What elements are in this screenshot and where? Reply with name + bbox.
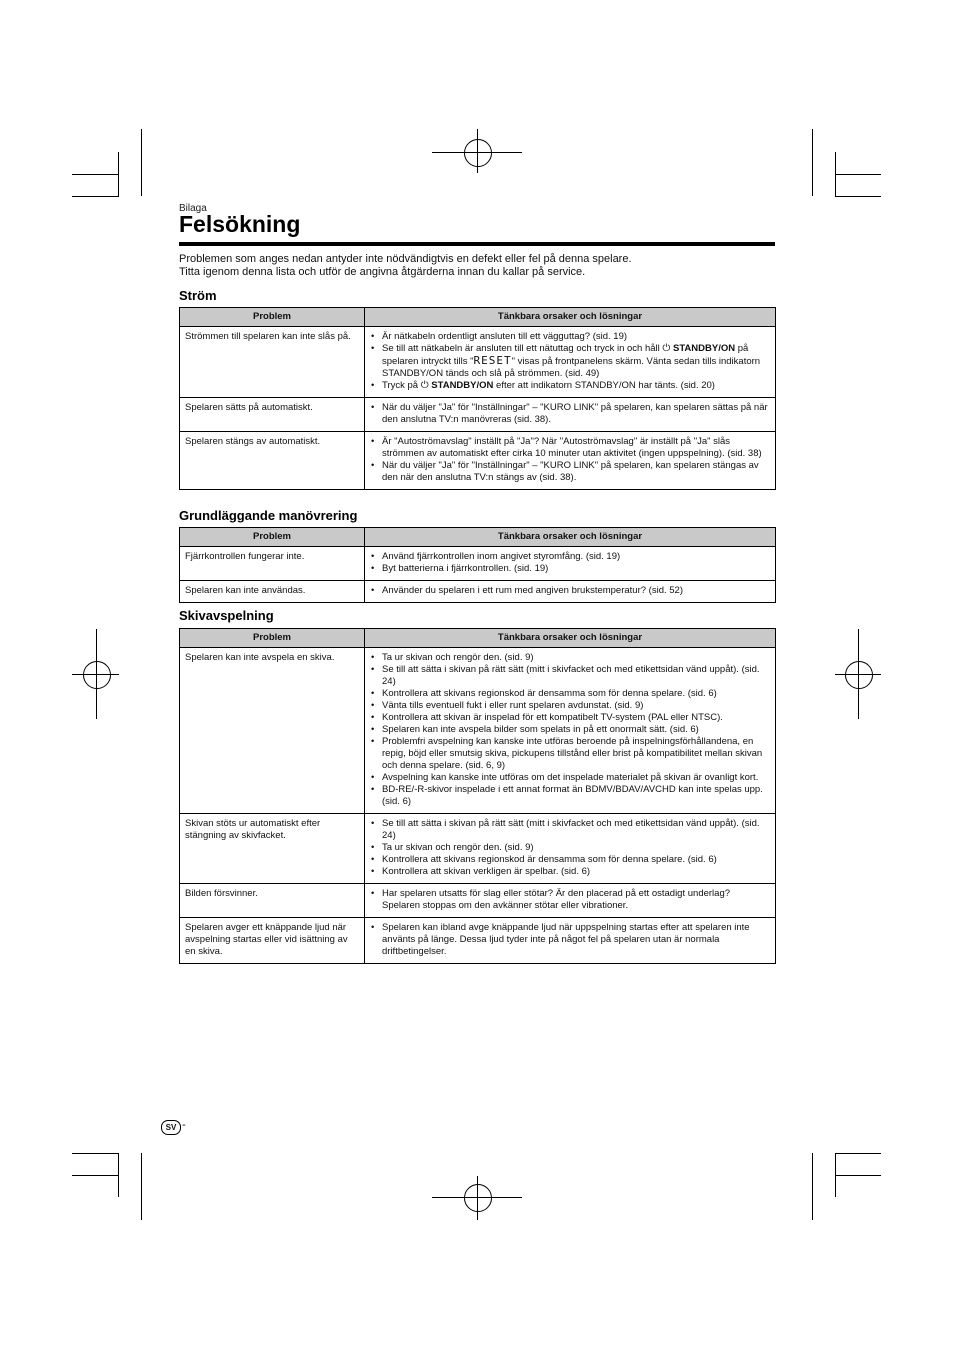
list-item: • Spelaren kan ibland avge knäppande ljud när uppspelning startas efter att spelaren inte använts på länge. Dessa ljud tyder inte på något fel på spelaren utan är normala driftbetingelser. — [370, 922, 770, 958]
list-item: • Använd fjärrkontrollen inom angivet styromfång. (sid. 19) — [370, 551, 770, 563]
table-strom — [179, 307, 776, 490]
column-header-problem: Problem — [180, 528, 365, 547]
bullet-text: " visas på frontpanelens skärm. Vänta sedan tills indikatorn STANDBY/ON tänds och slå på strömmen. (sid. 49) — [382, 356, 761, 379]
list-item: • Kontrollera att skivans regionskod är densamma som för denna spelare. (sid. 6) — [370, 854, 770, 866]
column-header-problem: Problem — [180, 629, 365, 648]
list-item: • Spelaren kan inte avspela bilder som spelats in på ett onormalt sätt. (sid. 6) — [370, 724, 770, 736]
section-heading-grund: Grundläggande manövrering — [179, 508, 358, 523]
standby-key-label: STANDBY/ON — [431, 380, 494, 391]
list-item: • Se till att sätta i skivan på rätt sätt (mitt i skivfacket och med etikettsidan vänd uppåt). (sid. 24) — [370, 818, 770, 842]
solution-cell — [365, 918, 776, 964]
list-item — [370, 380, 770, 392]
list-item: • Är "Autoströmavslag" inställt på "Ja"? När "Autoströmavslag" är inställt på "Ja" slås strömmen av automatiskt efter cirka 10 minuter utan aktivitet (ingen uppspelning). (sid. 38) — [370, 436, 770, 460]
table-row — [180, 398, 776, 432]
list-item: • Ta ur skivan och rengör den. (sid. 9) — [370, 652, 770, 664]
list-item: • BD-RE/-R-skivor inspelade i ett annat format än BDMV/BDAV/AVCHD kan inte spelas upp. (sid. 6) — [370, 784, 770, 808]
page-title: Felsökning — [179, 211, 301, 237]
power-icon: ⏻ — [662, 343, 671, 354]
table-row — [180, 327, 776, 398]
table-row — [180, 432, 776, 490]
bullet-text: efter att indikatorn STANDBY/ON har tänts. (sid. 20) — [493, 380, 715, 391]
solution-cell — [365, 432, 776, 490]
problem-cell: Spelaren sätts på automatiskt. — [180, 398, 365, 432]
solution-cell — [365, 547, 776, 581]
list-item: • Kontrollera att skivans regionskod är densamma som för denna spelare. (sid. 6) — [370, 688, 770, 700]
table-row — [180, 547, 776, 581]
solution-cell — [365, 814, 776, 884]
list-item: • Problemfri avspelning kan kanske inte utföras beroende på inspelningsförhållandena, en repig, böjd eller smutsig skiva, pickupens tillstånd eller brist på kompatibilitet mellan skivan och denna spelare. (sid. 6, 9) — [370, 736, 770, 772]
problem-cell: Skivan stöts ur automatiskt efter stängning av skivfacket. — [180, 814, 365, 884]
problem-cell: Fjärrkontrollen fungerar inte. — [180, 547, 365, 581]
table-row — [180, 918, 776, 964]
column-header-solutions: Tänkbara orsaker och lösningar — [365, 629, 776, 648]
solution-cell — [365, 327, 776, 398]
table-skiva — [179, 628, 776, 964]
problem-cell: Spelaren kan inte avspela en skiva. — [180, 648, 365, 814]
bullet-text: Se till att nätkabeln är ansluten till ett nätuttag och tryck in och håll — [382, 343, 663, 354]
problem-cell: Bilden försvinner. — [180, 884, 365, 918]
language-badge: SV — [161, 1120, 181, 1135]
list-item: • Kontrollera att skivan verkligen är spelbar. (sid. 6) — [370, 866, 770, 878]
list-item: • Är nätkabeln ordentligt ansluten till ett vägguttag? (sid. 19) — [370, 331, 770, 343]
list-item: • Har spelaren utsatts för slag eller stötar? Är den placerad på ett ostadigt underlag? Spelaren stoppas om den avkänner stötar eller vibrationer. — [370, 888, 770, 912]
list-item: • Använder du spelaren i ett rum med angiven brukstemperatur? (sid. 52) — [370, 585, 770, 597]
section-label: Bilaga — [179, 203, 207, 214]
table-row — [180, 814, 776, 884]
reset-display-text: RESET — [473, 354, 512, 367]
page-number: - — [182, 1119, 186, 1131]
section-heading-skiva: Skivavspelning — [179, 608, 274, 623]
table-row — [180, 648, 776, 814]
bullet-text: Tryck på — [382, 380, 421, 391]
problem-cell: Spelaren stängs av automatiskt. — [180, 432, 365, 490]
list-item: • Vänta tills eventuell fukt i eller runt spelaren avdunstat. (sid. 9) — [370, 700, 770, 712]
table-grund — [179, 527, 776, 603]
table-header-row — [180, 629, 776, 648]
solution-cell — [365, 398, 776, 432]
intro-line-1: Problemen som anges nedan antyder inte nödvändigtvis en defekt eller fel på denna spelare. — [179, 253, 632, 265]
table-row — [180, 581, 776, 603]
intro-line-2: Titta igenom denna lista och utför de angivna åtgärderna innan du kallar på service. — [179, 266, 586, 278]
list-item — [370, 343, 770, 380]
title-rule — [179, 242, 775, 246]
power-icon: ⏻ — [420, 380, 429, 391]
list-item: • Se till att sätta i skivan på rätt sätt (mitt i skivfacket och med etikettsidan vänd uppåt). (sid. 24) — [370, 664, 770, 688]
section-heading-strom: Ström — [179, 288, 217, 303]
list-item: • När du väljer "Ja" för "Inställningar" – "KURO LINK" på spelaren, kan spelaren sättas på när den anslutna TV:n manövreras (sid. 38). — [370, 402, 770, 426]
column-header-solutions: Tänkbara orsaker och lösningar — [365, 308, 776, 327]
column-header-solutions: Tänkbara orsaker och lösningar — [365, 528, 776, 547]
table-header-row — [180, 528, 776, 547]
problem-cell: Strömmen till spelaren kan inte slås på. — [180, 327, 365, 398]
list-item: • När du väljer "Ja" för "Inställningar" – "KURO LINK" på spelaren, kan spelaren stängas av den när den anslutna TV:n stängs av (sid. 38). — [370, 460, 770, 484]
standby-key-label: STANDBY/ON — [672, 343, 736, 354]
list-item: • Byt batterierna i fjärrkontrollen. (sid. 19) — [370, 563, 770, 575]
bullet-text: på spelaren intryckt tills " — [382, 343, 749, 367]
column-header-problem: Problem — [180, 308, 365, 327]
solution-cell — [365, 581, 776, 603]
problem-cell: Spelaren kan inte användas. — [180, 581, 365, 603]
solution-cell — [365, 884, 776, 918]
list-item: • Avspelning kan kanske inte utföras om det inspelade materialet på skivan är ovanligt kort. — [370, 772, 770, 784]
table-header-row — [180, 308, 776, 327]
list-item: • Ta ur skivan och rengör den. (sid. 9) — [370, 842, 770, 854]
intro-text — [179, 253, 779, 279]
table-row — [180, 884, 776, 918]
list-item: • Kontrollera att skivan är inspelad för ett kompatibelt TV-system (PAL eller NTSC). — [370, 712, 770, 724]
problem-cell: Spelaren avger ett knäppande ljud när avspelning startas eller vid isättning av en skiva. — [180, 918, 365, 964]
solution-cell — [365, 648, 776, 814]
